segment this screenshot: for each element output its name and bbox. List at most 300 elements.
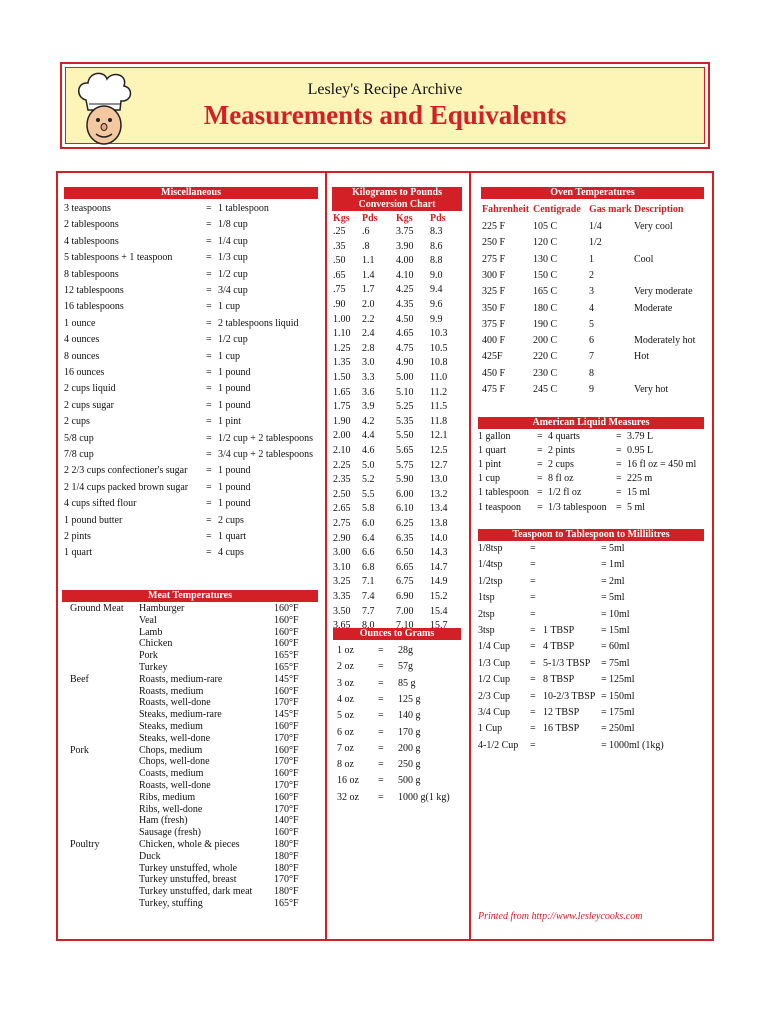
kg-value: 5.35	[396, 415, 414, 427]
misc-value: 1 cup	[218, 301, 240, 313]
kg-header-2: Kgs	[396, 213, 413, 224]
misc-value: 1 pound	[218, 465, 251, 477]
tsp-amount: 1/4tsp	[478, 559, 503, 571]
misc-value: 3/4 cup	[218, 285, 248, 296]
meat-temp: 160°F	[274, 603, 299, 614]
tsp-ml: 1ml	[609, 559, 625, 571]
kg-value: 6.35	[396, 532, 414, 544]
oz-value: 1 oz	[337, 645, 354, 656]
meat-temp: 170°F	[274, 697, 299, 709]
misc-item: 2 cups sugar	[64, 399, 114, 411]
column-divider-1	[325, 171, 327, 941]
misc-equals: =	[206, 399, 212, 411]
lb-value: 10.5	[430, 342, 448, 354]
oven-fahrenheit: 425F	[482, 351, 503, 363]
misc-item: 8 ounces	[64, 350, 100, 362]
tsp-amount: 1tsp	[478, 592, 495, 604]
misc-equals: =	[206, 317, 212, 329]
liquid-equals: =	[616, 445, 622, 457]
misc-value: 2 cups	[218, 514, 244, 526]
tsp-tbsp: 10-2/3 TBSP	[543, 690, 596, 702]
kg-value: 3.00	[333, 547, 351, 559]
tsp-equals: =	[601, 575, 607, 587]
tsp-equals: =	[601, 625, 607, 636]
kg-value: 4.25	[396, 284, 414, 296]
oven-gas-mark: 9	[589, 384, 594, 395]
kg-value: 4.75	[396, 342, 414, 354]
tsp-equals: =	[601, 739, 607, 751]
meat-cut: Turkey, stuffing	[139, 898, 203, 909]
lb-value: 1.4	[362, 269, 375, 281]
tsp-equals: =	[530, 690, 536, 702]
kg-header-3: Pds	[430, 213, 446, 224]
oven-gas-mark: 1/2	[589, 237, 602, 249]
misc-item: 2 pints	[64, 531, 91, 542]
oven-fahrenheit: 250 F	[482, 237, 506, 249]
oz-equals: =	[378, 710, 384, 722]
oz-value: 4 oz	[337, 693, 354, 705]
lb-value: 5.2	[362, 474, 375, 486]
lb-value: 13.8	[430, 518, 448, 529]
lb-value: 4.4	[362, 430, 375, 442]
page-title: Measurements and Equivalents	[203, 100, 567, 130]
gram-value: 140 g	[398, 710, 421, 722]
oz-value: 3 oz	[337, 677, 354, 689]
misc-item: 16 ounces	[64, 367, 105, 378]
meat-cut: Turkey unstuffed, whole	[139, 862, 238, 874]
misc-equals: =	[206, 334, 212, 346]
misc-value: 1 pint	[218, 416, 242, 428]
tsp-ml: 125ml	[609, 674, 635, 686]
oven-fahrenheit: 325 F	[482, 286, 506, 298]
liquid-metric: 0.95 L	[627, 445, 654, 457]
kg-value: 7.10	[396, 620, 414, 632]
kg-value: 5.65	[396, 445, 414, 456]
kg-value: 2.25	[333, 459, 351, 471]
meat-cut: Turkey	[139, 662, 168, 673]
kg-value: 4.35	[396, 299, 414, 310]
kg-value: 1.75	[333, 401, 351, 413]
column-divider-2	[469, 171, 471, 941]
misc-equals: =	[206, 465, 212, 477]
tsp-title: Teaspoon to Tablespoon to Millilitres	[478, 529, 704, 541]
oven-gas-mark: 6	[589, 335, 594, 347]
kg-value: 2.90	[333, 532, 351, 544]
lb-value: 14.0	[430, 532, 448, 544]
oz-value: 2 oz	[337, 661, 354, 673]
kg-value: .25	[333, 226, 346, 237]
meat-cut: Lamb	[139, 626, 163, 638]
misc-item: 4 cups sifted flour	[64, 498, 137, 510]
liquid-unit: 1 tablespoon	[478, 487, 529, 499]
lb-value: 14.7	[430, 561, 448, 573]
misc-item: 12 tablespoons	[64, 285, 124, 296]
tsp-equals: =	[530, 592, 536, 604]
tsp-amount: 4-1/2 Cup	[478, 739, 519, 751]
lb-value: 3.0	[362, 357, 375, 369]
liquid-equals: =	[616, 487, 622, 499]
kg-value: 4.65	[396, 328, 414, 340]
kg-value: 1.10	[333, 328, 351, 340]
lb-value: 11.0	[430, 372, 448, 383]
kg-value: .75	[333, 284, 346, 296]
oz-equals: =	[378, 759, 384, 771]
misc-value: 1 pound	[218, 481, 251, 493]
oz-equals: =	[378, 775, 384, 787]
liquid-equals: =	[537, 501, 543, 513]
lb-value: 9.6	[430, 299, 443, 310]
oven-gas-mark: 4	[589, 302, 594, 314]
misc-equals: =	[206, 547, 212, 559]
kg-title-line1: Kilograms to Pounds	[351, 187, 442, 198]
misc-value: 1 pound	[218, 367, 251, 378]
oven-header-1: Centigrade	[533, 204, 581, 215]
misc-value: 1/8 cup	[218, 219, 248, 231]
oz-value: 16 oz	[337, 775, 359, 787]
misc-item: 5 tablespoons + 1 teaspoon	[64, 252, 173, 264]
kg-value: .90	[333, 299, 346, 310]
tsp-equals: =	[530, 739, 536, 751]
oven-centigrade: 220 C	[533, 351, 558, 363]
misc-equals: =	[206, 498, 212, 510]
tsp-equals: =	[601, 707, 607, 718]
lb-value: 12.7	[430, 459, 448, 471]
lb-value: 2.8	[362, 342, 375, 354]
oven-fahrenheit: 450 F	[482, 367, 506, 379]
liquid-unit: 1 pint	[478, 459, 502, 471]
lb-value: 3.6	[362, 386, 375, 398]
liquid-unit: 1 quart	[478, 445, 507, 457]
oven-description: Moderate	[634, 302, 673, 314]
liquid-metric: 15 ml	[627, 487, 651, 499]
meat-cut: Ham (fresh)	[139, 815, 188, 827]
liquid-value: 1/2 fl oz	[548, 487, 582, 499]
tsp-amount: 1/2tsp	[478, 575, 503, 587]
misc-item: 2 cups liquid	[64, 383, 116, 395]
kg-title	[332, 187, 462, 211]
oven-centigrade: 165 C	[533, 286, 558, 298]
meat-temp: 170°F	[274, 732, 299, 744]
liquid-value: 8 fl oz	[548, 473, 574, 485]
liquid-value: 4 quarts	[548, 431, 580, 442]
meat-cut: Veal	[139, 614, 157, 626]
kg-value: 1.50	[333, 372, 351, 383]
liquid-equals: =	[537, 431, 543, 442]
misc-item: 2 tablespoons	[64, 219, 119, 231]
kg-header-0: Kgs	[333, 213, 350, 224]
tsp-tbsp: 5-1/3 TBSP	[543, 657, 591, 669]
lb-value: 10.3	[430, 328, 448, 340]
lb-value: 6.0	[362, 518, 375, 529]
oven-header-2: Gas mark	[589, 204, 632, 215]
misc-value: 2 tablespoons liquid	[218, 317, 299, 329]
kg-value: 1.90	[333, 415, 351, 427]
meat-temp: 160°F	[274, 685, 299, 697]
meat-category: Poultry	[70, 839, 100, 850]
tsp-ml: 75ml	[609, 657, 630, 669]
tsp-equals: =	[530, 608, 536, 620]
meat-temp: 160°F	[274, 614, 299, 626]
header-banner	[60, 62, 710, 149]
lb-value: 1.7	[362, 284, 375, 296]
liquid-equals: =	[616, 473, 622, 485]
kg-value: 1.00	[333, 313, 351, 325]
tsp-equals: =	[530, 543, 536, 554]
lb-value: 11.2	[430, 386, 448, 398]
kg-value: 3.75	[396, 226, 414, 237]
meat-temp: 160°F	[274, 827, 299, 839]
lb-value: 6.6	[362, 547, 375, 559]
oz-title: Ounces to Grams	[333, 628, 461, 640]
meat-temp: 165°F	[274, 650, 299, 662]
meat-cut: Turkey unstuffed, dark meat	[139, 886, 253, 898]
kg-value: .35	[333, 240, 346, 252]
oz-value: 7 oz	[337, 742, 354, 754]
lb-value: 4.2	[362, 415, 375, 427]
tsp-tbsp: 4 TBSP	[543, 641, 575, 653]
kg-value: 1.35	[333, 357, 351, 369]
misc-item: 2 cups	[64, 416, 90, 428]
oven-fahrenheit: 475 F	[482, 384, 506, 395]
oven-fahrenheit: 375 F	[482, 318, 506, 330]
kg-value: 2.50	[333, 488, 351, 500]
tsp-tbsp: 16 TBSP	[543, 723, 580, 735]
misc-value: 1/4 cup	[218, 235, 248, 247]
oz-equals: =	[378, 677, 384, 689]
lb-value: 8.3	[430, 226, 443, 237]
lb-value: 6.4	[362, 532, 375, 544]
meat-temp: 165°F	[274, 662, 299, 673]
lb-value: 1.1	[362, 255, 375, 267]
lb-value: .8	[362, 240, 370, 252]
meat-temp: 160°F	[274, 638, 299, 650]
kg-value: 6.50	[396, 547, 414, 559]
tsp-amount: 1 Cup	[478, 723, 503, 735]
tsp-equals: =	[530, 575, 536, 587]
tsp-equals: =	[601, 690, 607, 702]
meat-temp: 170°F	[274, 780, 299, 791]
meat-cut: Chicken, whole & pieces	[139, 839, 240, 850]
misc-equals: =	[206, 514, 212, 526]
lb-value: 5.5	[362, 488, 375, 500]
header-inner	[65, 67, 705, 144]
oven-description: Cool	[634, 253, 654, 265]
kg-value: 6.10	[396, 503, 414, 515]
tsp-ml: 60ml	[609, 641, 630, 653]
misc-equals: =	[206, 301, 212, 313]
kg-value: 1.25	[333, 342, 351, 354]
misc-item: 8 tablespoons	[64, 268, 119, 280]
tsp-amount: 2/3 Cup	[478, 690, 510, 702]
tsp-ml: 1000ml (1kg)	[609, 739, 664, 751]
tsp-equals: =	[530, 625, 536, 636]
misc-value: 4 cups	[218, 547, 244, 559]
meat-temp: 170°F	[274, 874, 299, 886]
kg-value: 6.65	[396, 561, 414, 573]
kg-value: 5.25	[396, 401, 414, 413]
liquid-value: 1/3 tablespoon	[548, 501, 607, 513]
misc-item: 1 ounce	[64, 317, 96, 329]
oz-equals: =	[378, 645, 384, 656]
meat-temp: 145°F	[274, 673, 299, 685]
oven-fahrenheit: 350 F	[482, 302, 506, 314]
kg-value: 3.90	[396, 240, 414, 252]
kg-value: 4.90	[396, 357, 414, 369]
misc-equals: =	[206, 416, 212, 428]
oven-centigrade: 120 C	[533, 237, 558, 249]
oven-description: Very cool	[634, 221, 673, 232]
tsp-ml: 5ml	[609, 543, 625, 554]
meat-category: Ground Meat	[70, 603, 124, 614]
meat-cut: Coasts, medium	[139, 768, 204, 780]
misc-item: 1 quart	[64, 547, 93, 559]
oven-gas-mark: 1/4	[589, 221, 602, 232]
oven-description: Hot	[634, 351, 649, 363]
tsp-amount: 1/3 Cup	[478, 657, 510, 669]
gram-value: 57g	[398, 661, 413, 673]
lb-value: 11.5	[430, 401, 448, 413]
meat-temp: 170°F	[274, 803, 299, 815]
misc-equals: =	[206, 350, 212, 362]
kg-value: 2.75	[333, 518, 351, 529]
lb-value: 13.2	[430, 488, 448, 500]
lb-value: 9.4	[430, 284, 443, 296]
tsp-amount: 1/8tsp	[478, 543, 503, 554]
oven-description: Very moderate	[634, 286, 693, 298]
misc-equals: =	[206, 367, 212, 378]
oz-value: 6 oz	[337, 726, 354, 738]
tsp-equals: =	[601, 674, 607, 686]
oven-centigrade: 105 C	[533, 221, 558, 232]
oz-equals: =	[378, 791, 384, 803]
misc-equals: =	[206, 219, 212, 231]
lb-value: 5.8	[362, 503, 375, 515]
kg-value: .50	[333, 255, 346, 267]
meat-cut: Roasts, well-done	[139, 697, 211, 709]
meat-cut: Roasts, medium-rare	[139, 673, 223, 685]
meat-cut: Turkey unstuffed, breast	[139, 874, 237, 886]
liquid-metric: 16 fl oz = 450 ml	[627, 459, 697, 471]
kg-value: 3.65	[333, 620, 351, 632]
oven-centigrade: 150 C	[533, 269, 558, 281]
lb-value: 8.6	[430, 240, 443, 252]
misc-value: 1/2 cup + 2 tablespoons	[218, 432, 314, 444]
kg-value: 2.00	[333, 430, 351, 442]
kg-value: 5.50	[396, 430, 414, 442]
tsp-amount: 2tsp	[478, 608, 495, 620]
kg-value: 1.65	[333, 386, 351, 398]
kg-value: 5.75	[396, 459, 414, 471]
meat-cut: Chops, medium	[139, 744, 203, 756]
lb-value: 2.0	[362, 299, 375, 310]
lb-value: 3.3	[362, 372, 375, 383]
meat-cut: Pork	[139, 650, 158, 662]
meat-temp: 160°F	[274, 721, 299, 732]
tsp-ml: 5ml	[609, 592, 625, 604]
meat-category: Pork	[70, 744, 89, 756]
gram-value: 170 g	[398, 726, 421, 738]
gram-value: 125 g	[398, 693, 421, 705]
meat-cut: Hamburger	[139, 603, 185, 614]
kg-value: 6.75	[396, 576, 414, 588]
gram-value: 250 g	[398, 759, 421, 771]
liquid-equals: =	[537, 459, 543, 471]
kg-value: 4.00	[396, 255, 414, 267]
oven-fahrenheit: 300 F	[482, 269, 506, 281]
misc-title: Miscellaneous	[64, 187, 318, 199]
meat-cut: Sausage (fresh)	[139, 827, 201, 839]
lb-value: 5.0	[362, 459, 375, 471]
oven-header-0: Fahrenheit	[482, 204, 530, 215]
oven-centigrade: 200 C	[533, 335, 558, 347]
misc-item: 3 teaspoons	[64, 203, 111, 214]
kg-value: 5.10	[396, 386, 414, 398]
tsp-ml: 15ml	[609, 625, 630, 636]
meat-temp: 165°F	[274, 898, 299, 909]
oven-gas-mark: 8	[589, 367, 594, 379]
meat-temp: 140°F	[274, 815, 299, 827]
kg-value: 7.00	[396, 605, 414, 617]
oz-equals: =	[378, 742, 384, 754]
misc-item: 2 1/4 cups packed brown sugar	[64, 481, 189, 493]
tsp-tbsp: 1 TBSP	[543, 625, 575, 636]
tsp-equals: =	[601, 657, 607, 669]
liquid-unit: 1 gallon	[478, 431, 511, 442]
liquid-metric: 225 m	[627, 473, 653, 485]
lb-value: 8.8	[430, 255, 443, 267]
liquid-equals: =	[616, 501, 622, 513]
misc-equals: =	[206, 449, 212, 460]
oven-fahrenheit: 225 F	[482, 221, 506, 232]
misc-value: 1/2 cup	[218, 334, 248, 346]
oven-gas-mark: 1	[589, 253, 594, 265]
tsp-equals: =	[601, 559, 607, 571]
tsp-tbsp: 12 TBSP	[543, 707, 580, 718]
lb-value: 14.3	[430, 547, 448, 559]
meat-temp: 180°F	[274, 862, 299, 874]
misc-equals: =	[206, 235, 212, 247]
oven-fahrenheit: 400 F	[482, 335, 506, 347]
meat-cut: Chops, well-done	[139, 756, 210, 768]
gram-value: 28g	[398, 645, 413, 656]
meat-temp: 160°F	[274, 626, 299, 638]
oven-header-3: Description	[634, 204, 684, 215]
misc-equals: =	[206, 383, 212, 395]
lb-value: 7.1	[362, 576, 375, 588]
oven-gas-mark: 5	[589, 318, 594, 330]
tsp-ml: 175ml	[609, 707, 635, 718]
tsp-amount: 1/2 Cup	[478, 674, 510, 686]
kg-value: .65	[333, 269, 346, 281]
lb-value: 4.6	[362, 445, 375, 456]
tsp-equals: =	[601, 543, 607, 554]
oven-gas-mark: 7	[589, 351, 594, 363]
misc-item: 4 tablespoons	[64, 235, 119, 247]
misc-value: 1 pound	[218, 498, 251, 510]
kg-value: 5.00	[396, 372, 414, 383]
tsp-equals: =	[530, 674, 536, 686]
misc-value: 1 cup	[218, 350, 240, 362]
tsp-ml: 250ml	[609, 723, 635, 735]
meat-temp: 180°F	[274, 850, 299, 862]
oven-centigrade: 130 C	[533, 253, 558, 265]
misc-value: 1 pound	[218, 383, 251, 395]
kg-value: 3.10	[333, 561, 351, 573]
tsp-equals: =	[530, 559, 536, 571]
oven-title: Oven Temperatures	[481, 187, 704, 199]
misc-equals: =	[206, 432, 212, 444]
kg-value: 5.90	[396, 474, 414, 486]
